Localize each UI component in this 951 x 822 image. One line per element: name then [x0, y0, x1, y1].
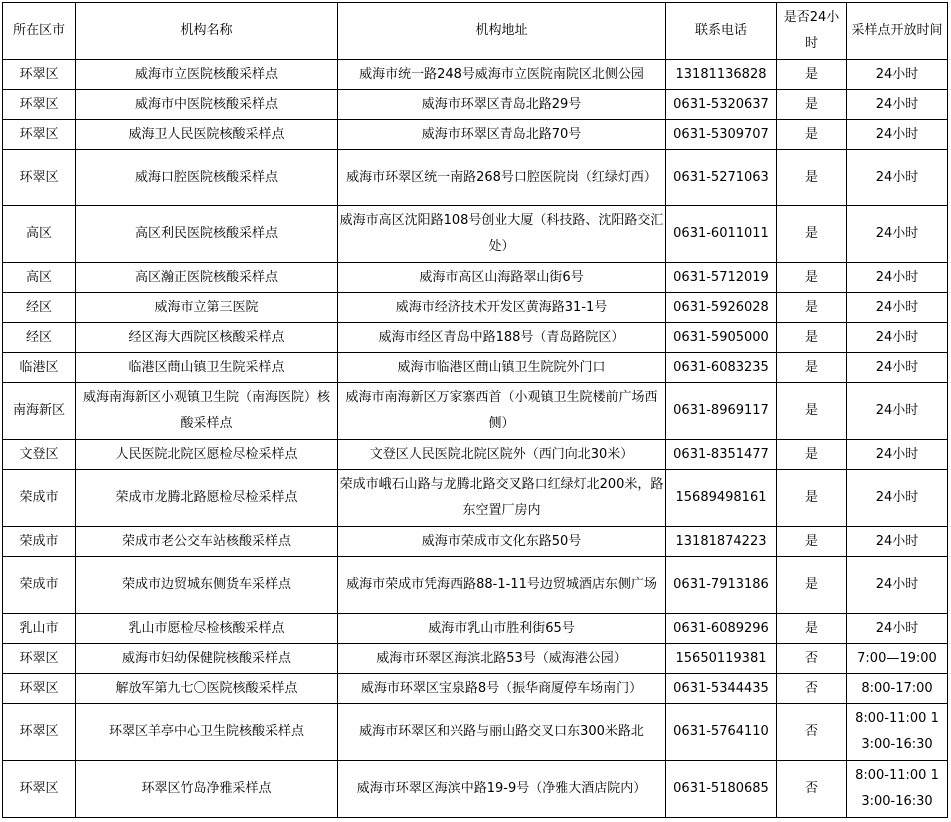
table-row: [3, 90, 948, 120]
cell-district: 环翠区: [3, 60, 76, 90]
cell-is24h: 否: [777, 704, 847, 761]
cell-district: 高区: [3, 263, 76, 293]
cell-name: 环翠区羊亭中心卫生院核酸采样点: [76, 704, 338, 761]
cell-is24h: 是: [777, 614, 847, 644]
cell-address: 荣成市峨石山路与龙腾北路交叉路口红绿灯北200米，路东空置厂房内: [338, 470, 666, 527]
cell-address: 威海市环翠区海滨北路53号（威海港公园）: [338, 644, 666, 674]
sampling-sites-table: [2, 2, 948, 818]
cell-is24h: 是: [777, 383, 847, 440]
table-row: [3, 60, 948, 90]
cell-address: 威海市环翠区和兴路与丽山路交叉口东300米路北: [338, 704, 666, 761]
header-hours: 采样点开放时间: [847, 3, 948, 60]
cell-hours: 24小时: [847, 263, 948, 293]
header-row: [3, 3, 948, 60]
cell-is24h: 是: [777, 293, 847, 323]
cell-phone: 0631-5320637: [666, 90, 777, 120]
cell-is24h: 是: [777, 263, 847, 293]
cell-is24h: 是: [777, 527, 847, 557]
cell-hours: 24小时: [847, 557, 948, 614]
cell-is24h: 是: [777, 440, 847, 470]
cell-hours: 24小时: [847, 120, 948, 150]
cell-district: 临港区: [3, 353, 76, 383]
cell-hours: 24小时: [847, 90, 948, 120]
cell-is24h: 否: [777, 761, 847, 818]
cell-address: 威海市临港区蔄山镇卫生院院外门口: [338, 353, 666, 383]
table-row: [3, 644, 948, 674]
cell-name: 威海市立第三医院: [76, 293, 338, 323]
cell-name: 解放军第九七〇医院核酸采样点: [76, 674, 338, 704]
cell-phone: 0631-8351477: [666, 440, 777, 470]
cell-phone: 0631-7913186: [666, 557, 777, 614]
cell-name: 高区瀚正医院核酸采样点: [76, 263, 338, 293]
cell-name: 威海口腔医院核酸采样点: [76, 150, 338, 206]
cell-district: 荣成市: [3, 527, 76, 557]
table-row: [3, 674, 948, 704]
cell-name: 威海南海新区小观镇卫生院（南海医院）核酸采样点: [76, 383, 338, 440]
cell-district: 环翠区: [3, 704, 76, 761]
cell-name: 威海卫人民医院核酸采样点: [76, 120, 338, 150]
cell-phone: 0631-5309707: [666, 120, 777, 150]
cell-address: 威海市乳山市胜利街65号: [338, 614, 666, 644]
cell-hours: 24小时: [847, 614, 948, 644]
cell-phone: 0631-5905000: [666, 323, 777, 353]
cell-address: 威海市荣成市文化东路50号: [338, 527, 666, 557]
cell-district: 乳山市: [3, 614, 76, 644]
table-row: [3, 614, 948, 644]
cell-is24h: 是: [777, 206, 847, 263]
table-row: [3, 263, 948, 293]
table-row: [3, 323, 948, 353]
cell-address: 威海市经济技术开发区黄海路31-1号: [338, 293, 666, 323]
cell-is24h: 是: [777, 60, 847, 90]
cell-address: 文登区人民医院北院区院外（西门向北30米）: [338, 440, 666, 470]
cell-district: 环翠区: [3, 120, 76, 150]
cell-address: 威海市高区山海路翠山街6号: [338, 263, 666, 293]
table-row: [3, 206, 948, 263]
table-row: [3, 353, 948, 383]
cell-phone: 0631-5344435: [666, 674, 777, 704]
cell-name: 荣成市龙腾北路愿检尽检采样点: [76, 470, 338, 527]
cell-phone: 13181874223: [666, 527, 777, 557]
cell-name: 荣成市边贸城东侧货车采样点: [76, 557, 338, 614]
cell-name: 威海市立医院核酸采样点: [76, 60, 338, 90]
cell-district: 环翠区: [3, 761, 76, 818]
cell-name: 人民医院北院区愿检尽检采样点: [76, 440, 338, 470]
cell-is24h: 是: [777, 353, 847, 383]
cell-district: 经区: [3, 293, 76, 323]
cell-district: 环翠区: [3, 674, 76, 704]
cell-is24h: 是: [777, 90, 847, 120]
cell-address: 威海市环翠区青岛北路70号: [338, 120, 666, 150]
cell-district: 荣成市: [3, 470, 76, 527]
cell-district: 环翠区: [3, 644, 76, 674]
cell-phone: 0631-5271063: [666, 150, 777, 206]
cell-hours: 24小时: [847, 206, 948, 263]
cell-address: 威海市高区沈阳路108号创业大厦（科技路、沈阳路交汇处）: [338, 206, 666, 263]
cell-district: 环翠区: [3, 90, 76, 120]
cell-district: 经区: [3, 323, 76, 353]
header-district: 所在区市: [3, 3, 76, 60]
table-row: [3, 440, 948, 470]
cell-phone: 0631-8969117: [666, 383, 777, 440]
table-row: [3, 293, 948, 323]
cell-address: 威海市荣成市凭海西路88-1-11号边贸城酒店东侧广场: [338, 557, 666, 614]
cell-is24h: 否: [777, 644, 847, 674]
table-row: [3, 761, 948, 818]
table-row: [3, 120, 948, 150]
cell-name: 环翠区竹岛净雅采样点: [76, 761, 338, 818]
cell-address: 威海市环翠区宝泉路8号（振华商厦停车场南门）: [338, 674, 666, 704]
cell-address: 威海市环翠区青岛北路29号: [338, 90, 666, 120]
cell-hours: 8:00-17:00: [847, 674, 948, 704]
cell-district: 南海新区: [3, 383, 76, 440]
table-row: [3, 557, 948, 614]
cell-name: 威海市中医院核酸采样点: [76, 90, 338, 120]
cell-address: 威海市南海新区万家寨西首（小观镇卫生院楼前广场西侧）: [338, 383, 666, 440]
cell-phone: 0631-5180685: [666, 761, 777, 818]
table-row: [3, 383, 948, 440]
cell-hours: 24小时: [847, 150, 948, 206]
header-address: 机构地址: [338, 3, 666, 60]
cell-hours: 24小时: [847, 383, 948, 440]
cell-name: 临港区蔄山镇卫生院采样点: [76, 353, 338, 383]
cell-is24h: 是: [777, 120, 847, 150]
cell-name: 威海市妇幼保健院核酸采样点: [76, 644, 338, 674]
cell-is24h: 是: [777, 470, 847, 527]
cell-district: 荣成市: [3, 557, 76, 614]
cell-phone: 0631-5712019: [666, 263, 777, 293]
cell-phone: 0631-6089296: [666, 614, 777, 644]
cell-name: 乳山市愿检尽检核酸采样点: [76, 614, 338, 644]
cell-phone: 0631-5764110: [666, 704, 777, 761]
cell-phone: 0631-5926028: [666, 293, 777, 323]
cell-phone: 0631-6083235: [666, 353, 777, 383]
cell-hours: 24小时: [847, 470, 948, 527]
cell-name: 荣成市老公交车站核酸采样点: [76, 527, 338, 557]
cell-hours: 24小时: [847, 353, 948, 383]
cell-hours: 24小时: [847, 440, 948, 470]
header-phone: 联系电话: [666, 3, 777, 60]
cell-hours: 8:00-11:00 13:00-16:30: [847, 704, 948, 761]
table-row: [3, 150, 948, 206]
cell-hours: 24小时: [847, 60, 948, 90]
cell-name: 经区海大西院区核酸采样点: [76, 323, 338, 353]
cell-hours: 24小时: [847, 323, 948, 353]
cell-is24h: 是: [777, 557, 847, 614]
cell-is24h: 是: [777, 150, 847, 206]
header-is24h: 是否24小时: [777, 3, 847, 60]
cell-address: 威海市经区青岛中路188号（青岛路院区）: [338, 323, 666, 353]
cell-hours: 24小时: [847, 293, 948, 323]
cell-hours: 24小时: [847, 527, 948, 557]
cell-phone: 0631-6011011: [666, 206, 777, 263]
cell-district: 环翠区: [3, 150, 76, 206]
cell-address: 威海市环翠区海滨中路19-9号（净雅大酒店院内）: [338, 761, 666, 818]
cell-hours: 8:00-11:00 13:00-16:30: [847, 761, 948, 818]
table-row: [3, 470, 948, 527]
cell-district: 文登区: [3, 440, 76, 470]
cell-hours: 7:00—19:00: [847, 644, 948, 674]
cell-name: 高区利民医院核酸采样点: [76, 206, 338, 263]
cell-address: 威海市统一路248号威海市立医院南院区北侧公园: [338, 60, 666, 90]
cell-district: 高区: [3, 206, 76, 263]
cell-is24h: 是: [777, 323, 847, 353]
header-name: 机构名称: [76, 3, 338, 60]
table-row: [3, 704, 948, 761]
cell-phone: 13181136828: [666, 60, 777, 90]
cell-phone: 15650119381: [666, 644, 777, 674]
cell-address: 威海市环翠区统一南路268号口腔医院岗（红绿灯西）: [338, 150, 666, 206]
cell-phone: 15689498161: [666, 470, 777, 527]
table-row: [3, 527, 948, 557]
cell-is24h: 否: [777, 674, 847, 704]
